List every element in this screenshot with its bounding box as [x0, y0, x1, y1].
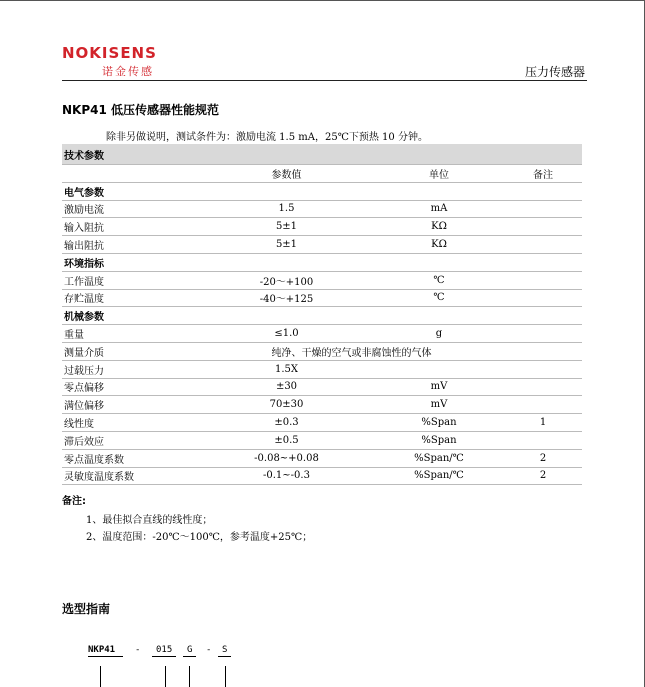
code-leader-line [225, 666, 226, 687]
remark-item: 1、最佳拟合直线的线性度； [86, 515, 213, 526]
table-row [62, 414, 582, 432]
column-header-row [62, 165, 582, 183]
group-row [62, 307, 582, 325]
param-value: 1.5X [199, 360, 374, 378]
model-code: NKP41 [88, 645, 123, 657]
group-row [62, 182, 582, 200]
param-name: 灵敏度温度系数 [62, 467, 199, 485]
param-name: 输出阻抗 [62, 236, 199, 254]
param-value: ±30 [199, 378, 374, 396]
remark-item: 2、温度范围：-20℃～100℃，参考温度+25℃； [86, 532, 313, 543]
param-value: 70±30 [199, 396, 374, 414]
table-row [62, 325, 582, 343]
param-value: ±0.5 [199, 431, 374, 449]
document-title: NKP41 低压传感器性能规范 [62, 103, 220, 117]
brand-logo [62, 46, 157, 79]
table-row [62, 271, 582, 289]
param-unit: ℃ [374, 271, 504, 289]
param-name: 输入阻抗 [62, 218, 199, 236]
param-unit: mV [374, 378, 504, 396]
spec-table [62, 144, 582, 485]
param-remark [504, 289, 582, 307]
param-remark [504, 271, 582, 289]
param-value: 5±1 [199, 236, 374, 254]
remarks-title: 备注: [62, 496, 86, 507]
code-leader-line [100, 666, 101, 687]
top-border [0, 0, 645, 1]
table-row [62, 236, 582, 254]
table-row [62, 378, 582, 396]
param-name: 测量介质 [62, 342, 199, 360]
code-leader-line [189, 666, 190, 687]
option-code: S [218, 645, 231, 657]
param-value: ±0.3 [199, 414, 374, 432]
table-row [62, 200, 582, 218]
param-unit: %Span/℃ [374, 467, 504, 485]
code-leader-line [165, 666, 166, 687]
section-title: 技术参数 [62, 144, 582, 165]
param-value: 5±1 [199, 218, 374, 236]
column-header: 备注 [504, 165, 582, 183]
group-label: 环境指标 [62, 253, 582, 271]
param-unit [374, 360, 504, 378]
table-row [62, 449, 582, 467]
param-unit: KΩ [374, 218, 504, 236]
group-label: 电气参数 [62, 182, 582, 200]
table-row [62, 289, 582, 307]
type-code: G [183, 645, 196, 657]
code-separator: - [206, 645, 212, 655]
param-name: 存贮温度 [62, 289, 199, 307]
param-remark [504, 378, 582, 396]
param-value: ≤1.0 [199, 325, 374, 343]
param-value: 1.5 [199, 200, 374, 218]
header-divider [62, 80, 587, 81]
param-value: -0.08~+0.08 [199, 449, 374, 467]
column-header [62, 165, 199, 183]
table-row [62, 396, 582, 414]
param-unit: %Span/℃ [374, 449, 504, 467]
param-name: 工作温度 [62, 271, 199, 289]
param-name: 滞后效应 [62, 431, 199, 449]
param-name: 线性度 [62, 414, 199, 432]
param-remark [504, 236, 582, 254]
param-unit: ℃ [374, 289, 504, 307]
param-name: 零点温度系数 [62, 449, 199, 467]
range-code: 015 [152, 645, 176, 657]
param-unit: %Span [374, 431, 504, 449]
param-name: 过载压力 [62, 360, 199, 378]
param-remark: 1 [504, 414, 582, 432]
param-remark [504, 342, 582, 360]
param-remark: 2 [504, 449, 582, 467]
param-remark [504, 325, 582, 343]
param-remark [504, 431, 582, 449]
selection-guide-title: 选型指南 [62, 602, 111, 616]
table-row [62, 431, 582, 449]
column-header: 单位 [374, 165, 504, 183]
param-value: -0.1~-0.3 [199, 467, 374, 485]
param-name: 满位偏移 [62, 396, 199, 414]
param-name: 重量 [62, 325, 199, 343]
code-separator: - [135, 645, 141, 655]
param-unit: mA [374, 200, 504, 218]
param-unit: g [374, 325, 504, 343]
param-remark [504, 218, 582, 236]
param-unit: mV [374, 396, 504, 414]
brand-name-cn: 诺金传感 [102, 65, 154, 78]
group-label: 机械参数 [62, 307, 582, 325]
product-category: 压力传感器 [524, 65, 585, 79]
param-name: 激励电流 [62, 200, 199, 218]
table-row [62, 342, 582, 360]
table-row [62, 218, 582, 236]
param-remark: 2 [504, 467, 582, 485]
param-remark [504, 360, 582, 378]
param-value: -20～+100 [199, 271, 374, 289]
param-value: 纯净、干燥的空气或非腐蚀性的气体 [199, 342, 504, 360]
group-row [62, 253, 582, 271]
table-row [62, 360, 582, 378]
test-conditions-note: 除非另做说明，测试条件为：激励电流 1.5 mA，25℃下预热 10 分钟。 [106, 132, 428, 143]
param-name: 零点偏移 [62, 378, 199, 396]
brand-name-en: NOKISENS [62, 44, 157, 62]
section-header-row [62, 144, 582, 165]
param-remark [504, 200, 582, 218]
table-row [62, 467, 582, 485]
param-value: -40～+125 [199, 289, 374, 307]
param-remark [504, 396, 582, 414]
column-header: 参数值 [199, 165, 374, 183]
param-unit: KΩ [374, 236, 504, 254]
param-unit: %Span [374, 414, 504, 432]
